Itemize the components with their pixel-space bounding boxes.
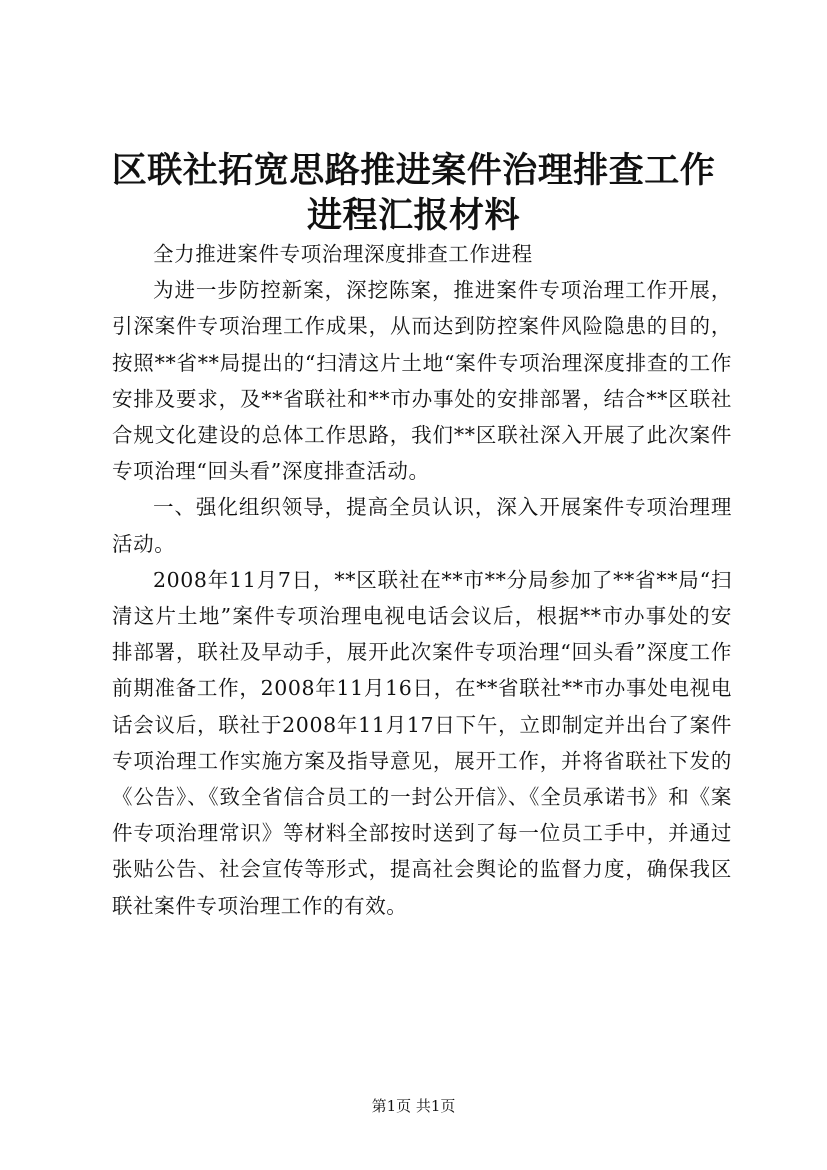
paragraph-intro: 为进一步防控新案，深挖陈案，推进案件专项治理工作开展，引深案件专项治理工作成果，从而达到防控案件风险隐患的目的，按照**省**局提出的“扫清这片土地“案件专项治理深度排查的工作安排及要求，及**省联社和**市办事处的安排部署，结合**区联社合规文化建设的总体工作思路，我们**区联社深入开展了此次案件专项治理“回头看”深度排查活动。 [112, 278, 732, 484]
page-footer: 第1页 共1页 [371, 1097, 456, 1115]
paragraph-section-heading: 一、强化组织领导，提高全员认识，深入开展案件专项治理理活动。 [112, 495, 732, 556]
paragraph-subtitle: 全力推进案件专项治理深度排查工作进程 [153, 242, 533, 266]
paragraph-section-body: 2008年11月7日，**区联社在**市**分局参加了**省**局“扫清这片土地”案件专项治理电视电话会议后，根据**市办事处的安排部署，联社及早动手，展开此次案件专项治理“回头看”深度工作前期准备工作，2008年11月16日，在**省联社**市办事处电视电话会议后，联社于2008年11月17日下午，立即制定并出台了案件专项治理工作实施方案及指导意见，展开工作，并将省联社下发的《公告》、《致全省信合员工的一封公开信》、《全员承诺书》和《案件专项治理常识》等材料全部按时送到了每一位员工手中，并通过张贴公告、社会宣传等形式，提高社会舆论的监督力度，确保我区联社案件专项治理工作的有效。 [112, 567, 732, 918]
document-body [112, 236, 732, 924]
document-title: 区联社拓宽思路推进案件治理排查工作进程汇报材料 [111, 150, 716, 236]
